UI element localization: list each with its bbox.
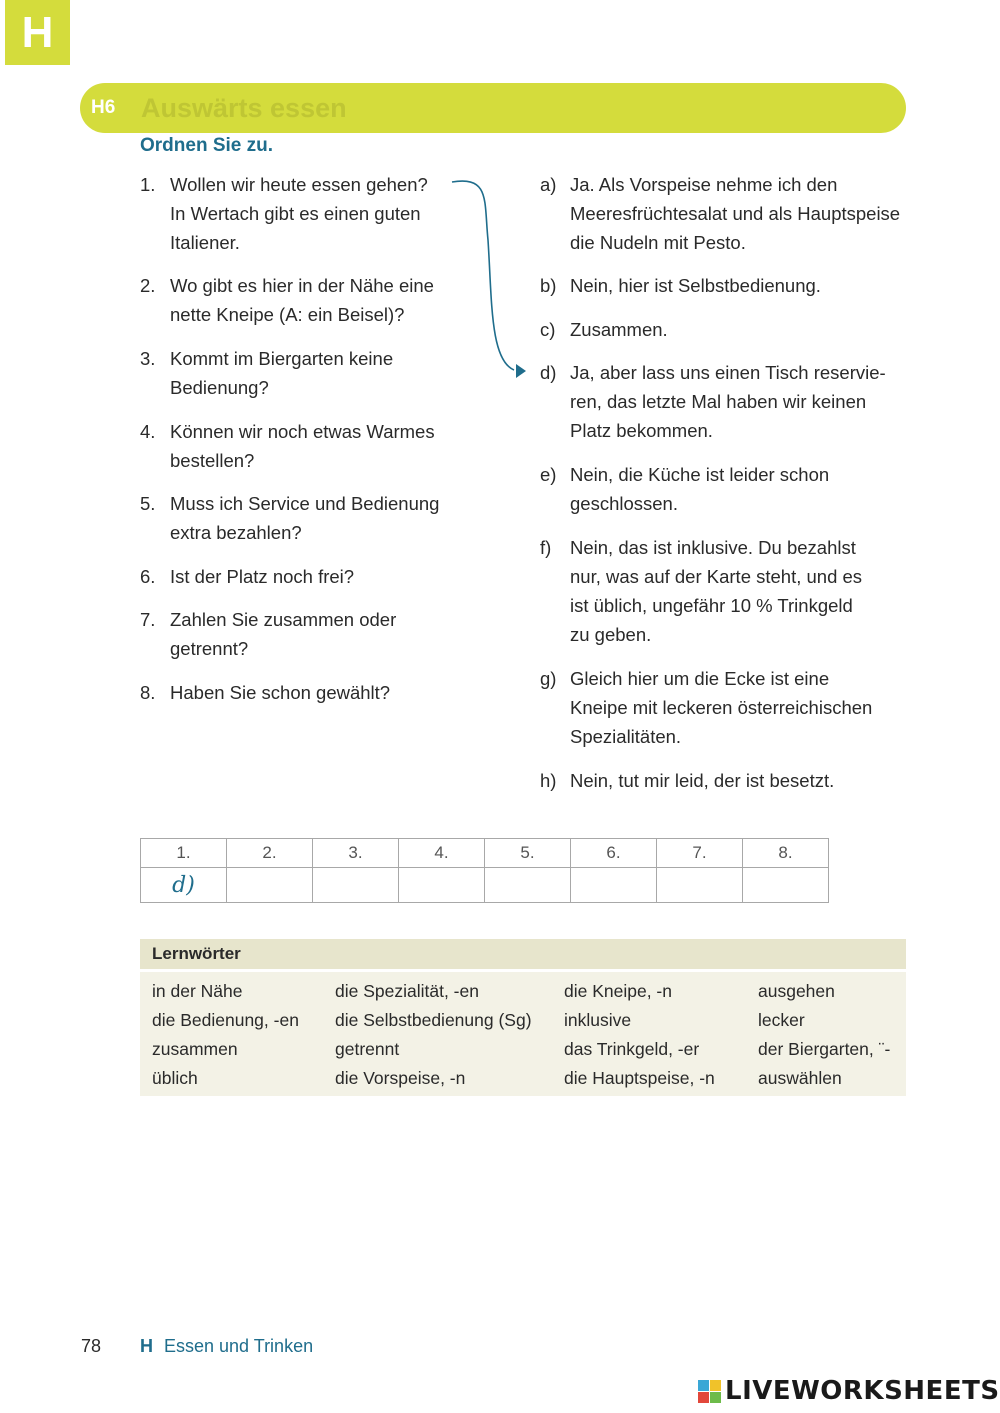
question-number: 5. (140, 493, 156, 514)
question-number: 2. (140, 275, 156, 296)
vocabulary-box (140, 972, 906, 1096)
answer-grid (140, 838, 829, 903)
answer-text: Nein, hier ist Selbstbedienung. (570, 275, 821, 296)
answer-text: zu geben. (570, 624, 652, 645)
answer-cell-2[interactable] (227, 868, 313, 903)
question-number: 4. (140, 421, 156, 442)
answer-letter: f) (540, 537, 552, 558)
exercise-title: Auswärts essen (141, 92, 347, 123)
answer-text: Ja. Als Vorspeise nehme ich den (570, 174, 838, 195)
exercise-code: H6 (91, 97, 116, 118)
answer-text: Ja, aber lass uns einen Tisch reservie- (570, 362, 886, 383)
footer-chapter-title: Essen und Trinken (164, 1336, 314, 1356)
vocabulary-heading-text: Lernwörter (152, 944, 241, 963)
grid-header-cell: 2. (227, 839, 313, 868)
liveworksheets-brand[interactable] (698, 1376, 1000, 1406)
question-text: Zahlen Sie zusammen oder (170, 609, 397, 630)
question-text: Kommt im Biergarten keine (170, 348, 394, 369)
answer-text: geschlossen. (570, 493, 678, 514)
answer-cell-7[interactable] (657, 868, 743, 903)
vocabulary-word: zusammen (152, 1039, 238, 1059)
question-number: 8. (140, 682, 156, 703)
vocabulary-column (335, 977, 532, 1093)
exercise-instruction: Ordnen Sie zu. (140, 135, 274, 156)
vocabulary-word: die Bedienung, -en (152, 1010, 299, 1030)
question-number: 7. (140, 609, 156, 630)
vocabulary-word: der Biergarten, ¨- (758, 1039, 891, 1059)
answer-text: Nein, die Küche ist leider schon (570, 464, 830, 485)
answer-text: Meeresfrüchtesalat und als Hauptspeise (570, 203, 901, 224)
question-text: Wo gibt es hier in der Nähe eine (170, 275, 434, 296)
answer-cell-5[interactable] (485, 868, 571, 903)
vocabulary-word: inklusive (564, 1010, 632, 1030)
question-text: Bedienung? (170, 377, 269, 398)
question-text: getrennt? (170, 638, 249, 659)
vocabulary-word: die Vorspeise, -n (335, 1068, 466, 1088)
question-number: 3. (140, 348, 156, 369)
question-text: bestellen? (170, 450, 255, 471)
vocabulary-word: die Hauptspeise, -n (564, 1068, 715, 1088)
exercise-title-bar (80, 83, 906, 133)
answer-text: Gleich hier um die Ecke ist eine (570, 668, 830, 689)
liveworksheets-logo-icon (698, 1380, 721, 1403)
vocabulary-heading (140, 939, 906, 969)
answer-text: Nein, tut mir leid, der ist besetzt. (570, 770, 835, 791)
answer-grid-header-row (141, 839, 829, 868)
answer-letter: h) (540, 770, 557, 791)
answer-letter: g) (540, 668, 557, 689)
question-text: Ist der Platz noch frei? (170, 566, 355, 587)
vocabulary-column (758, 977, 890, 1093)
vocabulary-word: die Selbstbedienung (Sg) (335, 1010, 532, 1030)
page-number: 78 (81, 1336, 102, 1356)
vocabulary-word: ausgehen (758, 981, 835, 1001)
vocabulary-word: auswählen (758, 1068, 842, 1088)
arrow-line (452, 181, 514, 370)
vocabulary-word: in der Nähe (152, 981, 243, 1001)
answer-text: die Nudeln mit Pesto. (570, 232, 746, 253)
question-number: 6. (140, 566, 156, 587)
answer-text: Spezialitäten. (570, 726, 682, 747)
answer-letter: e) (540, 464, 557, 485)
question-text: Muss ich Service und Bedienung (170, 493, 440, 514)
chapter-tab-letter: H (21, 7, 54, 57)
vocabulary-word: die Kneipe, -n (564, 981, 672, 1001)
answer-cell-4[interactable] (399, 868, 485, 903)
grid-header-cell: 6. (571, 839, 657, 868)
question-number: 1. (140, 174, 156, 195)
grid-header-cell: 4. (399, 839, 485, 868)
answer-cell-6[interactable] (571, 868, 657, 903)
vocabulary-column (152, 977, 299, 1093)
answer-text: Kneipe mit leckeren österreichischen (570, 697, 873, 718)
question-text: Haben Sie schon gewählt? (170, 682, 391, 703)
liveworksheets-wordmark: LIVEWORKSHEETS (725, 1376, 1000, 1406)
grid-header-cell: 3. (313, 839, 399, 868)
question-text: In Wertach gibt es einen guten (170, 203, 421, 224)
vocabulary-word: getrennt (335, 1039, 400, 1059)
answer-text: Platz bekommen. (570, 420, 713, 441)
grid-header-cell: 8. (743, 839, 829, 868)
question-text: nette Kneipe (A: ein Beisel)? (170, 304, 405, 325)
answer-letter: d) (540, 362, 557, 383)
answer-grid-input-row (141, 868, 829, 903)
answer-text: Nein, das ist inklusive. Du bezahlst (570, 537, 856, 558)
vocabulary-word: die Spezialität, -en (335, 981, 479, 1001)
answer-text: ren, das letzte Mal haben wir keinen (570, 391, 867, 412)
grid-header-cell: 5. (485, 839, 571, 868)
answer-letter: c) (540, 319, 556, 340)
answer-text: ist üblich, ungefähr 10 % Trinkgeld (570, 595, 853, 616)
vocabulary-word: üblich (152, 1068, 198, 1088)
answer-letter: b) (540, 275, 557, 296)
answer-cell-8[interactable] (743, 868, 829, 903)
chapter-tab (5, 0, 70, 65)
answer-letter: a) (540, 174, 557, 195)
question-text: extra bezahlen? (170, 522, 302, 543)
question-text: Können wir noch etwas Warmes (170, 421, 435, 442)
answer-text: Zusammen. (570, 319, 668, 340)
answer-cell-3[interactable] (313, 868, 399, 903)
question-text: Italiener. (170, 232, 240, 253)
arrow-head-icon (516, 364, 526, 378)
answer-cell-1[interactable]: d) (141, 868, 227, 903)
footer-chapter-letter: H (140, 1336, 153, 1356)
vocabulary-word: das Trinkgeld, -er (564, 1039, 700, 1059)
grid-header-cell: 7. (657, 839, 743, 868)
vocabulary-column (564, 977, 715, 1093)
vocabulary-word: lecker (758, 1010, 805, 1030)
question-text: Wollen wir heute essen gehen? (170, 174, 428, 195)
grid-header-cell: 1. (141, 839, 227, 868)
answer-text: nur, was auf der Karte steht, und es (570, 566, 863, 587)
